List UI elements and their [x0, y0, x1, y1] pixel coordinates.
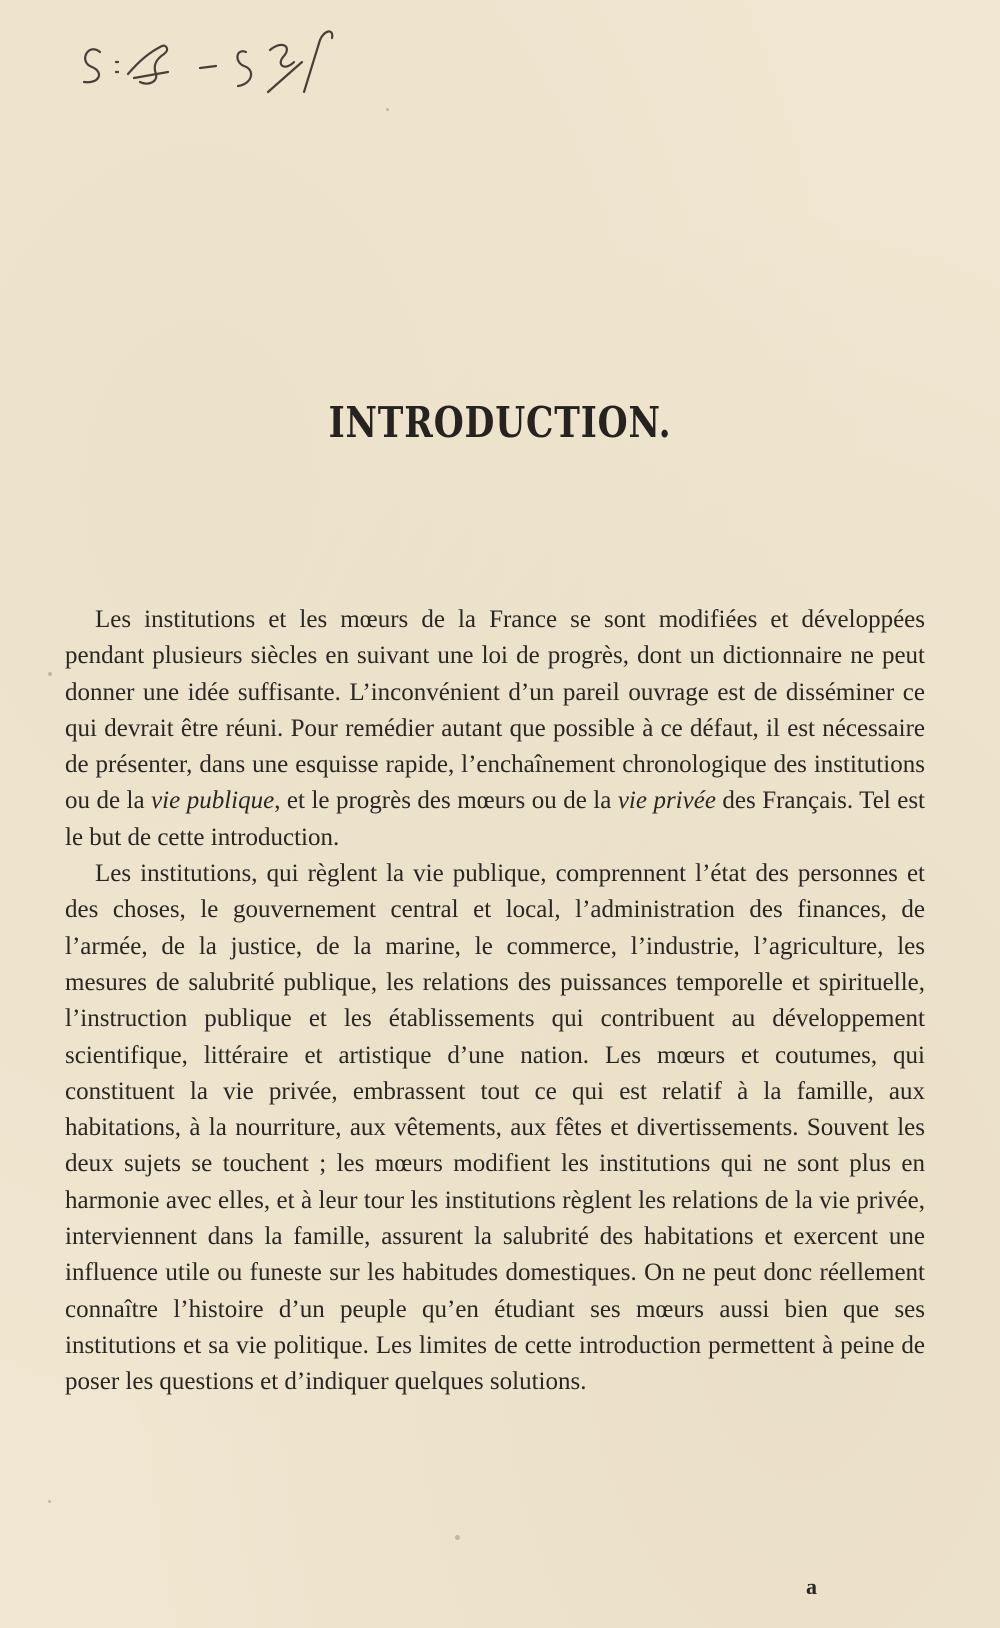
- signature-mark: a: [806, 1574, 817, 1599]
- italic-phrase: vie privée: [617, 787, 716, 815]
- paragraph: [65, 856, 925, 1400]
- text-run: , et le progrès des mœurs ou de la: [274, 787, 618, 815]
- paper-speck: [455, 1535, 460, 1540]
- body-text: [65, 602, 925, 1401]
- paper-speck: [48, 672, 52, 676]
- text-run: Les institutions et les mœurs de la France se sont modifiées et développées pendant plusieurs siècles en suivant une loi de progrès, dont un dictionnaire ne peut donner une idée suffisante. L’inconvénient d’un pareil ouvrage est de disséminer ce qui devrait être réuni. Pour remédier autant que possible à ce défaut, il est nécessaire de présenter, dans une esquisse rapide, l’enchaînement chronologique des institutions ou de la: [65, 606, 925, 815]
- paragraph: [65, 602, 925, 856]
- page-title: INTRODUCTION.: [328, 398, 672, 447]
- handwritten-shelfmark: [70, 12, 360, 102]
- text-run: des Français. Tel est le but de cette introduction.: [65, 787, 925, 851]
- paper-speck: [386, 108, 389, 111]
- italic-phrase: vie publique: [151, 787, 275, 815]
- text-run: Les institutions, qui règlent la vie publique, comprennent l’état des personnes et des choses, le gouvernement central et local, l’administration des finances, de l’armée, de la justice, de la marine, le commerce, l’industrie, l’agriculture, les mesures de salubrité publique, les relations des puissances temporelle et spirituelle, l’instruction publique et les établissements qui contribuent au développement scientifique, littéraire et artistique d’une nation. Les mœurs et coutumes, qui constituent la vie privée, embrassent tout ce qui est relatif à la famille, aux habitations, à la nourriture, aux vêtements, aux fêtes et divertissements. Souvent les deux sujets se touchent ; les mœurs modifient les institutions qui ne sont plus en harmonie avec elles, et à leur tour les institutions règlent les relations de la vie privée, interviennent dans la famille, assurent la salubrité des habitations et exercent une influence utile ou funeste sur les habitudes domestiques. On ne peut donc réellement connaître l’histoire d’un peuple qu’en étudiant ses mœurs aussi bien que ses institutions et sa vie politique. Les limites de cette introduction permettent à peine de poser les questions et d’indiquer quelques solutions.: [65, 860, 925, 1396]
- paper-speck: [48, 1500, 51, 1503]
